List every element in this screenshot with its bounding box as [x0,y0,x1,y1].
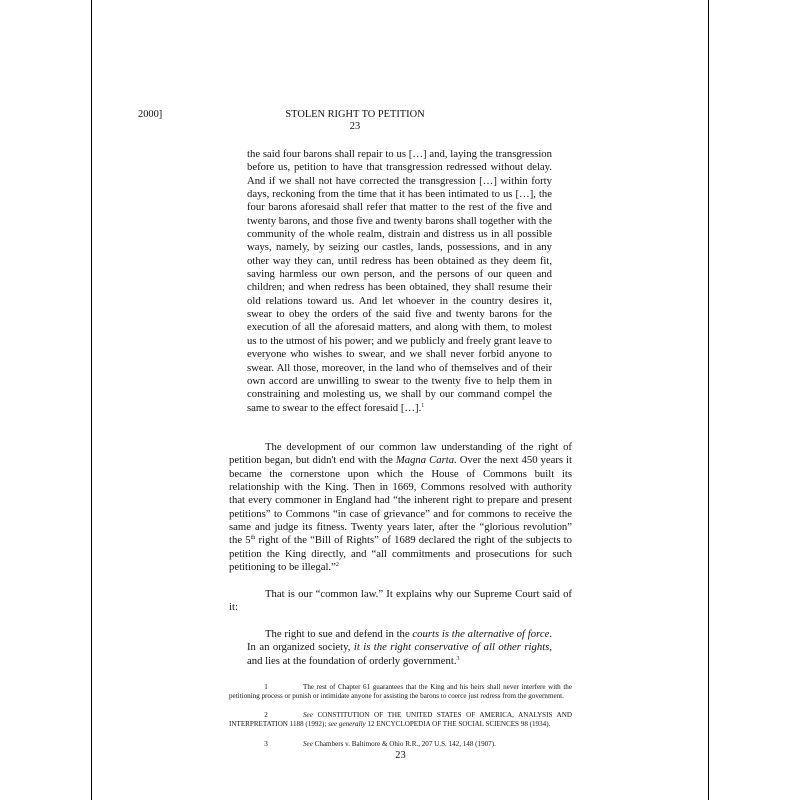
footnote-3 [229,740,572,749]
paragraph-text: The development of our common law understanding of the right of petition began, but didn't end with the [229,441,572,467]
footnote-text: CONSTITUTION OF THE UNITED STATES OF AMERICA, ANALYSIS AND INTERPRETATION 1188 (1992); [229,711,572,728]
header-title: STOLEN RIGHT TO PETITION [285,109,425,120]
quote-text: , and lies at the foundation of orderly government. [247,641,552,667]
footnote-1 [229,683,572,700]
quote-italic: it is the right conservative of all other rights [353,641,550,654]
block-quote-supreme-court [247,628,552,668]
header-year: 2000] [138,109,163,120]
footnote-number: 2 [264,711,268,719]
quote-text: . In an organized society, [247,628,553,654]
footnote-2 [229,711,572,728]
signal-see: See [303,740,313,748]
footer-page-number: 23 [395,750,406,761]
block-quote-magna-carta [247,148,552,415]
footnote-text: Chambers v. Baltimore & Ohio R.R., 207 U.S. 142, 148 (1907). [312,740,496,748]
signal-see-generally: see generally [328,719,366,728]
footnote-text: The rest of Chapter 61 guarantees that the King and his heirs shall never interfere with the petitioning process or punish or intimidate anyone for assisting the barons to coerce just redress from the government. [229,683,572,700]
ordinal-suffix: th [250,535,256,542]
paragraph-common-law-history [229,441,572,574]
footnote-text: 12 ENCYCLOPEDIA OF THE SOCIAL SCIENCES 98 (1934). [365,719,551,728]
footnote-ref-3: 3 [456,655,460,662]
signal-see: See [303,711,313,719]
footnote-number: 3 [264,740,268,748]
footnote-ref-1: 1 [421,402,425,409]
header-page-number: 23 [349,121,361,132]
footnote-ref-2: 2 [335,562,339,569]
paragraph-common-law-intro: That is our “common law.” It explains why our Supreme Court said of it: [229,588,572,614]
magna-carta-italic: Magna Carta [395,454,455,467]
quote-italic: courts is the alternative of force [412,628,550,640]
quote-text: The right to sue and defend in the [265,628,413,640]
block-quote-text: the said four barons shall repair to us […] and, laying the transgression before us, petition to have that transgression redressed without delay. And if we shall not have corrected the transgression […] within forty days, reckoning from the time that it has been intimated to us […], the four barons aforesaid shall refer that matter to the rest of the five and twenty barons, and those five and twenty barons shall together with the community of the whole realm, distrain and distress us in all possible ways, namely, by seizing our castles, lands, possessions, and in any other way they can, until redress has been obtained as they deem fit, saving harmless our own person, and the persons of our queen and children; and when redress has been obtained, they shall resume their old relations toward us. And let whoever in the country desires it, swear to obey the orders of the said five and twenty barons for the execution of all the aforesaid matters, and along with them, to molest us to the utmost of his power; and we publicly and freely grant leave to everyone who wishes to swear, and we shall never forbid anyone to swear. All those, moreover, in the land who of themselves and of their own accord are unwilling to swear to the twenty five to help them in constraining and molesting us, we shall by our command compel the same to swear to the effect foresaid […]. [247,148,552,414]
footnote-number: 1 [264,683,268,691]
paragraph-text: . Over the next 450 years it became the cornerstone upon which the House of Commons built its relationship with the King. Then in 1669, Commons resolved with authority that every commoner in England had “the inherent right to prepare and present petitions” to Commons “in case of grievance” and for commons to receive the same and judge its fitness. Twenty years later, after the “glorious revolution” the 5 [229,454,572,547]
paragraph-text: right of the “Bill of Rights” of 1689 declared the right of the subjects to petition the King directly, and “all commitments and prosecutions for such petitioning to be illegal.” [229,534,572,574]
